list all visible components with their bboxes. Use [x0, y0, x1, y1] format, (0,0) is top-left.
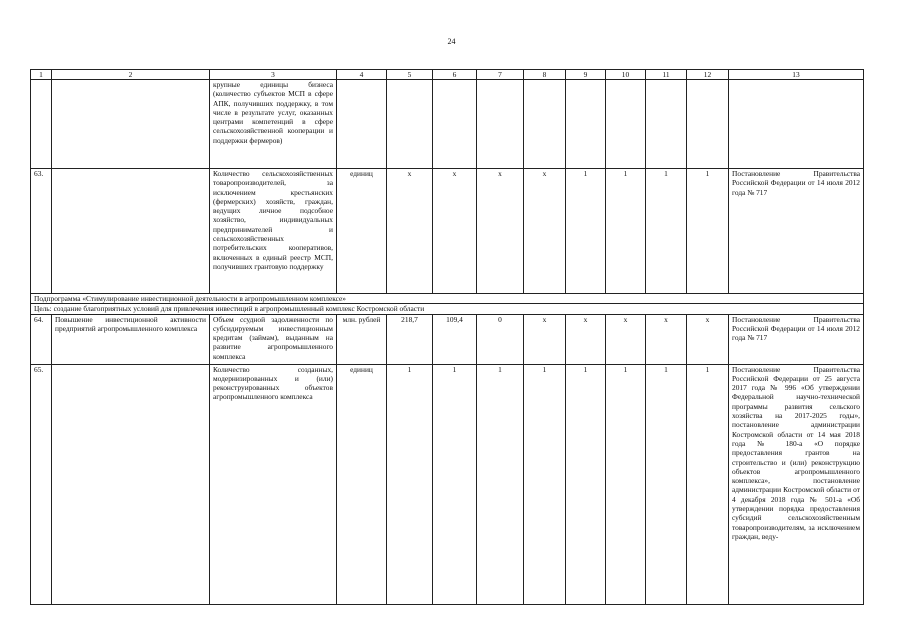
indicator-cell: крупные единицы бизнеса (количество субъектов МСП в сфере АПК, получивших поддержку, в том числе в результате услуг, оказанных центрами компетенций в сфере сельскохозяйственной кооперации и поддержки фермеров) [210, 80, 337, 169]
column-number: 6 [433, 70, 477, 80]
goal-row [31, 304, 864, 314]
value-cell: 1 [433, 364, 477, 604]
unit-cell: единиц [337, 169, 387, 294]
unit-cell: млн. рублей [337, 314, 387, 364]
column-number: 3 [210, 70, 337, 80]
value-cell: х [387, 169, 433, 294]
indicator-cell: Количество сельскохозяйственных товаропроизводителей, за исключением крестьянских (фермерских) хозяйств, граждан, ведущих личное подсобное хозяйство, индивидуальных предпринимателей и сельскохозяйственных потребительских кооперативов, включенных в единый реестр МСП, получивших грантовую поддержку [210, 169, 337, 294]
indicator-cell: Количество созданных, модернизированных и (или) реконструированных объектов агропромышленного комплекса [210, 364, 337, 604]
source-cell: Постановление Правительства Российской Федерации от 25 августа 2017 года № 996 «Об утверждении Федеральной научно-технической программы развития сельского хозяйства на 2017-2025 годы», постановление администрации Костромской области от 14 мая 2018 года № 180-а «О порядке предоставления грантов на строительство и (или) реконструкцию объектов агропромышленного комплекса», постановление администрации Костромской области от 4 декабря 2018 года № 501-а «Об утверждении порядка предоставления субсидий сельскохозяйственным товаропроизводителям, за исключением граждан, веду- [729, 364, 864, 604]
value-cell: 1 [687, 169, 729, 294]
value-cell: х [606, 314, 646, 364]
value-cell: 109,4 [433, 314, 477, 364]
value-cell: 1 [646, 169, 687, 294]
column-number: 4 [337, 70, 387, 80]
table-row [31, 169, 864, 294]
value-cell: х [687, 314, 729, 364]
value-cell: 0 [477, 314, 524, 364]
column-number: 8 [524, 70, 566, 80]
value-cell: 1 [524, 364, 566, 604]
column-number: 9 [566, 70, 606, 80]
row-number: 64. [31, 314, 52, 364]
column-number-row [31, 70, 864, 80]
subprogram-row [31, 294, 864, 304]
value-cell: 1 [687, 364, 729, 604]
column-number: 2 [52, 70, 210, 80]
value-cell: х [524, 314, 566, 364]
column-number: 12 [687, 70, 729, 80]
task-cell: Повышение инвестиционной активности предприятий агропромышленного комплекса [52, 314, 210, 364]
value-cell: 1 [477, 364, 524, 604]
table-row [31, 314, 864, 364]
column-number: 7 [477, 70, 524, 80]
indicators-table [30, 69, 864, 605]
value-cell: х [433, 169, 477, 294]
value-cell: 1 [606, 169, 646, 294]
value-cell: х [477, 169, 524, 294]
column-number: 13 [729, 70, 864, 80]
row-number: 65. [31, 364, 52, 604]
value-cell: 1 [606, 364, 646, 604]
value-cell: 1 [566, 169, 606, 294]
page-number: 24 [447, 37, 456, 46]
table-row [31, 364, 864, 604]
value-cell: 218,7 [387, 314, 433, 364]
source-cell: Постановление Правительства Российской Федерации от 14 июля 2012 года № 717 [729, 169, 864, 294]
unit-cell: единиц [337, 364, 387, 604]
value-cell: 1 [566, 364, 606, 604]
value-cell: 1 [646, 364, 687, 604]
indicator-cell: Объем ссудной задолженности по субсидируемым инвестиционным кредитам (займам), выданным на развитие агропромышленного комплекса [210, 314, 337, 364]
row-number: 63. [31, 169, 52, 294]
column-number: 5 [387, 70, 433, 80]
value-cell: х [566, 314, 606, 364]
column-number: 1 [31, 70, 52, 80]
goal-text: Цель: создание благоприятных условий для привлечения инвестиций в агропромышленный комплекс Костромской области [31, 304, 864, 314]
column-number: 11 [646, 70, 687, 80]
value-cell: х [524, 169, 566, 294]
table-row [31, 80, 864, 169]
source-cell: Постановление Правительства Российской Федерации от 14 июля 2012 года № 717 [729, 314, 864, 364]
value-cell: х [646, 314, 687, 364]
subprogram-title: Подпрограмма «Стимулирование инвестиционной деятельности в агропромышленном комплексе» [31, 294, 864, 304]
column-number: 10 [606, 70, 646, 80]
value-cell: 1 [387, 364, 433, 604]
